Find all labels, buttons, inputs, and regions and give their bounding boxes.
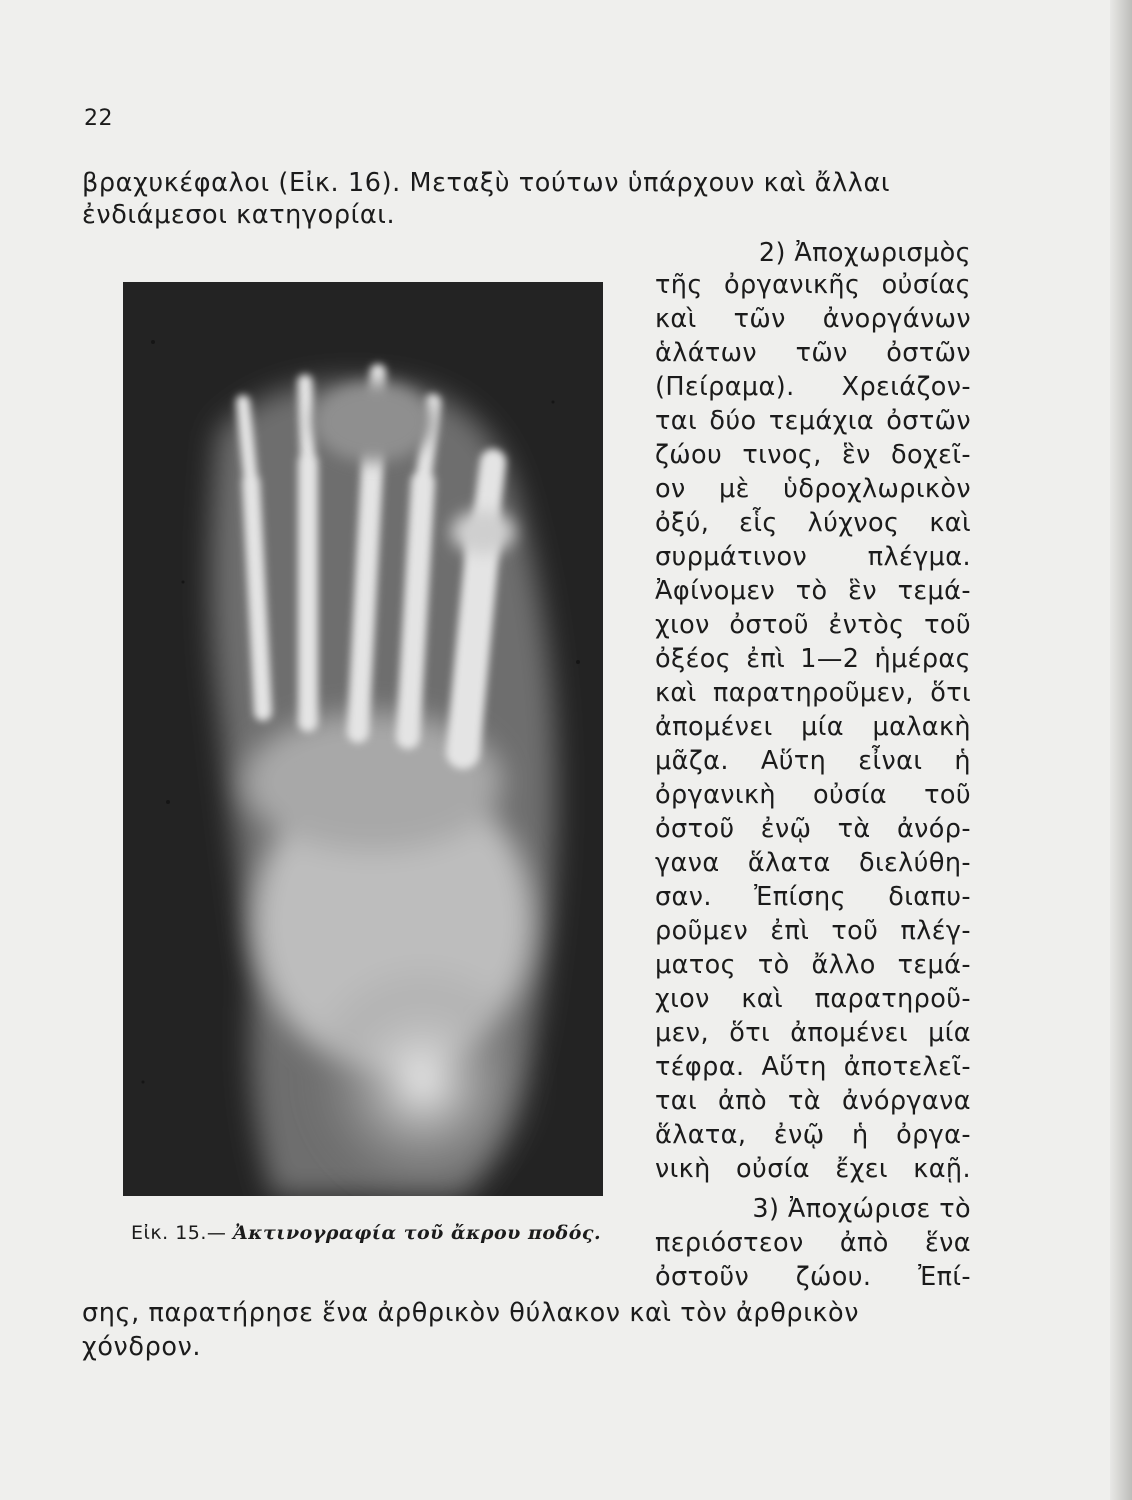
column-line: 3) Ἀποχώρισε τὸ xyxy=(752,1194,971,1224)
column-line: γανα ἅλατα διελύθη- xyxy=(655,848,971,878)
column-line: ὀξέος ἐπὶ 1—2 ἡμέρας xyxy=(655,644,971,674)
column-line: καὶ παρατηροῦμεν, ὅτι xyxy=(655,678,971,708)
column-line: ἅλατα, ἐνῷ ἡ ὀργα- xyxy=(655,1120,971,1150)
column-line: συρμάτινον πλέγμα. xyxy=(655,542,971,572)
column-line: χιον καὶ παρατηροῦ- xyxy=(655,984,971,1014)
column-line: (Πείραμα). Χρειάζον- xyxy=(655,372,971,402)
column-line: καὶ τῶν ἀνοργάνων xyxy=(655,304,971,334)
column-line: ὀστοῦν ζώου. Ἐπί- xyxy=(655,1262,971,1292)
page-number: 22 xyxy=(84,106,113,131)
column-line: τέφρα. Αὕτη ἀποτελεῖ- xyxy=(655,1052,971,1082)
xray-figure xyxy=(123,282,603,1196)
column-line: μεν, ὅτι ἀπομένει μία xyxy=(655,1018,971,1048)
column-line: τῆς ὀργανικῆς οὐσίας xyxy=(655,270,971,300)
column-line: ον μὲ ὑδροχλωρικὸν xyxy=(655,474,971,504)
column-line: Ἀφίνομεν τὸ ἓν τεμά- xyxy=(655,576,971,606)
column-line: ται ἀπὸ τὰ ἀνόργανα xyxy=(655,1086,971,1116)
column-line: ὀξύ, εἷς λύχνος καὶ xyxy=(655,508,971,538)
closing-line-1: σης, παρατήρησε ἕνα ἀρθρικὸν θύλακον καὶ τὸν ἀρθρικὸν xyxy=(82,1298,860,1328)
intro-line-1: βραχυκέφαλοι (Εἰκ. 16). Μεταξὺ τούτων ὑπάρχουν καὶ ἄλλαι xyxy=(82,168,891,198)
column-line: 2) Ἀποχωρισμὸς xyxy=(758,238,971,268)
closing-line-2: χόνδρον. xyxy=(82,1332,202,1362)
column-line: ὀστοῦ ἐνῷ τὰ ἀνόρ- xyxy=(655,814,971,844)
column-line: περιόστεον ἀπὸ ἕνα xyxy=(655,1228,971,1258)
column-line: ἁλάτων τῶν ὀστῶν xyxy=(655,338,971,368)
column-line: χιον ὀστοῦ ἐντὸς τοῦ xyxy=(655,610,971,640)
column-line: ζώου τινος, ἓν δοχεῖ- xyxy=(655,440,971,470)
intro-line-2: ἐνδιάμεσοι κατηγορίαι. xyxy=(82,200,396,230)
column-line: ὀργανικὴ οὐσία τοῦ xyxy=(655,780,971,810)
page-edge xyxy=(1110,0,1132,1500)
column-line: ματος τὸ ἄλλο τεμά- xyxy=(655,950,971,980)
column-line: ται δύο τεμάχια ὀστῶν xyxy=(655,406,971,436)
column-line: μᾶζα. Αὕτη εἶναι ἡ xyxy=(655,746,971,776)
figure-title: Ἀκτινογραφία τοῦ ἄκρου ποδός. xyxy=(232,1222,602,1244)
figure-number: Εἰκ. 15.— xyxy=(131,1222,227,1244)
column-line: νικὴ οὐσία ἔχει καῇ. xyxy=(655,1154,971,1184)
column-line: σαν. Ἐπίσης διαπυ- xyxy=(655,882,971,912)
figure-caption xyxy=(131,1222,601,1244)
column-line: ἀπομένει μία μαλακὴ xyxy=(655,712,971,742)
column-line: ροῦμεν ἐπὶ τοῦ πλέγ- xyxy=(655,916,971,946)
